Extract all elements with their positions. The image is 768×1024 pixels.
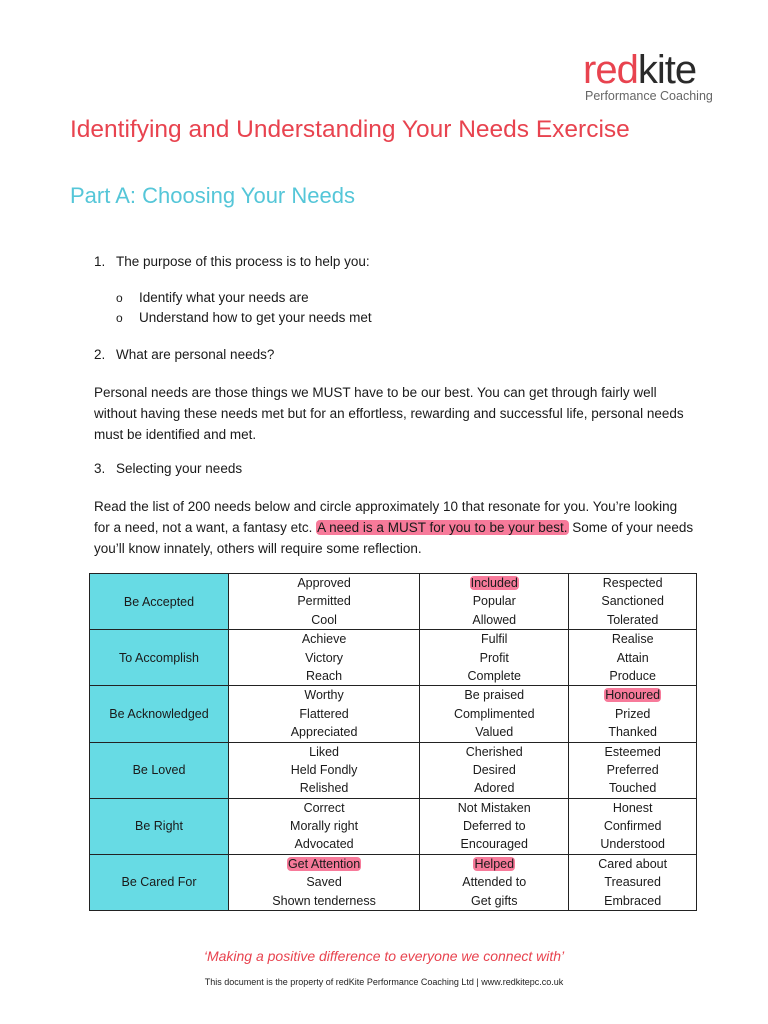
need-word: Esteemed xyxy=(604,744,661,759)
need-word: Not Mistaken xyxy=(457,800,531,815)
bullet-item: o Understand how to get your needs met xyxy=(116,310,372,325)
need-word: Produce xyxy=(609,668,656,683)
need-word: Desired xyxy=(472,762,516,777)
need-word: Touched xyxy=(609,781,657,796)
category-cell: Be Right xyxy=(90,798,229,854)
needs-cell xyxy=(229,686,420,742)
needs-row xyxy=(90,630,697,686)
needs-row xyxy=(90,574,697,630)
need-word: Worthy xyxy=(304,688,344,703)
logo-wordmark: redkite xyxy=(583,48,697,92)
part-heading: Part A: Choosing Your Needs xyxy=(70,183,355,208)
section3-body: Read the list of 200 needs below and circle approximately 10 that resonate for you. You’re looking for a need, not a want, a fantasy etc. A need is a MUST for you to be your best. Some of your needs you’ll know innately, others will require some reflection. xyxy=(94,499,694,556)
needs-cell xyxy=(569,630,697,686)
need-word: Cherished xyxy=(465,744,523,759)
need-word: Liked xyxy=(309,744,340,759)
need-word: Achieve xyxy=(301,632,347,647)
need-word: Understood xyxy=(600,837,665,852)
need-word: Get gifts xyxy=(470,893,518,908)
need-word: Realise xyxy=(611,632,654,647)
needs-cell xyxy=(420,574,569,630)
redkite-logo xyxy=(583,36,723,108)
need-word: Profit xyxy=(479,650,509,665)
needs-table xyxy=(89,573,697,911)
needs-cell xyxy=(229,798,420,854)
need-word: Respected xyxy=(602,576,663,590)
need-word: Treasured xyxy=(604,875,661,890)
needs-cell xyxy=(569,854,697,910)
footer-quote: ‘Making a positive difference to everyone we connect with’ xyxy=(203,948,565,964)
need-word: Prized xyxy=(614,706,651,721)
highlighted-phrase: A need is a MUST for you to be your best. xyxy=(317,520,568,535)
need-word: Honoured xyxy=(605,688,661,703)
needs-row xyxy=(90,686,697,742)
needs-cell xyxy=(420,854,569,910)
need-word: Get Attention xyxy=(287,856,361,871)
need-word: Complimented xyxy=(453,706,535,721)
section2-heading: 2. What are personal needs? xyxy=(94,347,275,362)
need-word: Honest xyxy=(612,800,653,815)
need-word: Allowed xyxy=(472,612,517,627)
need-word: Cared about xyxy=(598,856,668,871)
need-word: Approved xyxy=(297,576,351,590)
category-cell: Be Acknowledged xyxy=(90,686,229,742)
needs-cell xyxy=(420,686,569,742)
needs-cell xyxy=(420,630,569,686)
need-word: Flattered xyxy=(299,706,349,721)
need-word: Relished xyxy=(299,781,349,796)
need-word: Held Fondly xyxy=(290,762,358,777)
need-word: Encouraged xyxy=(460,837,528,852)
need-word: Thanked xyxy=(608,725,657,740)
need-word: Confirmed xyxy=(603,819,662,834)
need-word: Sanctioned xyxy=(601,594,664,609)
needs-row xyxy=(90,854,697,910)
need-word: Preferred xyxy=(606,762,659,777)
needs-row xyxy=(90,798,697,854)
need-word: Fulfil xyxy=(481,632,508,647)
category-cell: To Accomplish xyxy=(90,630,229,686)
section2-body: Personal needs are those things we MUST have to be our best. You can get through fairly well without having these needs met but for an effortless, rewarding and successful life, personal needs must be identified and met. xyxy=(94,385,684,442)
need-word: Deferred to xyxy=(462,819,526,834)
needs-row xyxy=(90,742,697,798)
need-word: Permitted xyxy=(297,594,351,609)
logo-tagline: Performance Coaching xyxy=(585,89,713,103)
category-cell: Be Accepted xyxy=(90,574,229,630)
need-word: Attended to xyxy=(462,875,527,890)
needs-cell xyxy=(569,574,697,630)
section3-heading: 3. Selecting your needs xyxy=(94,461,243,476)
need-word: Reach xyxy=(306,668,343,683)
bullet-item: o Identify what your needs are xyxy=(116,290,309,305)
need-word: Shown tenderness xyxy=(272,893,376,908)
need-word: Embraced xyxy=(604,893,662,908)
section1-heading: 1. The purpose of this process is to help you: xyxy=(94,254,370,269)
need-word: Morally right xyxy=(290,819,359,834)
need-word: Helped xyxy=(474,856,515,871)
need-word: Tolerated xyxy=(606,612,659,627)
need-word: Valued xyxy=(475,725,514,740)
need-word: Saved xyxy=(306,875,342,890)
category-cell: Be Loved xyxy=(90,742,229,798)
needs-cell xyxy=(229,574,420,630)
category-cell: Be Cared For xyxy=(90,854,229,910)
needs-cell xyxy=(569,686,697,742)
need-word: Victory xyxy=(305,650,344,665)
need-word: Included xyxy=(470,576,518,590)
need-word: Popular xyxy=(472,594,516,609)
need-word: Complete xyxy=(467,668,521,683)
needs-cell xyxy=(229,854,420,910)
need-word: Advocated xyxy=(294,837,354,852)
page-title: Identifying and Understanding Your Needs Exercise xyxy=(70,116,630,143)
need-word: Appreciated xyxy=(290,725,358,740)
need-word: Correct xyxy=(303,800,345,815)
need-word: Cool xyxy=(311,612,337,627)
footer-copyright: This document is the property of redKite Performance Coaching Ltd | www.redkitepc.co.uk xyxy=(204,977,564,987)
needs-cell xyxy=(569,742,697,798)
needs-cell xyxy=(569,798,697,854)
needs-cell xyxy=(420,798,569,854)
need-word: Be praised xyxy=(464,688,525,703)
needs-cell xyxy=(420,742,569,798)
need-word: Adored xyxy=(474,781,515,796)
needs-cell xyxy=(229,742,420,798)
needs-cell xyxy=(229,630,420,686)
need-word: Attain xyxy=(616,650,649,665)
